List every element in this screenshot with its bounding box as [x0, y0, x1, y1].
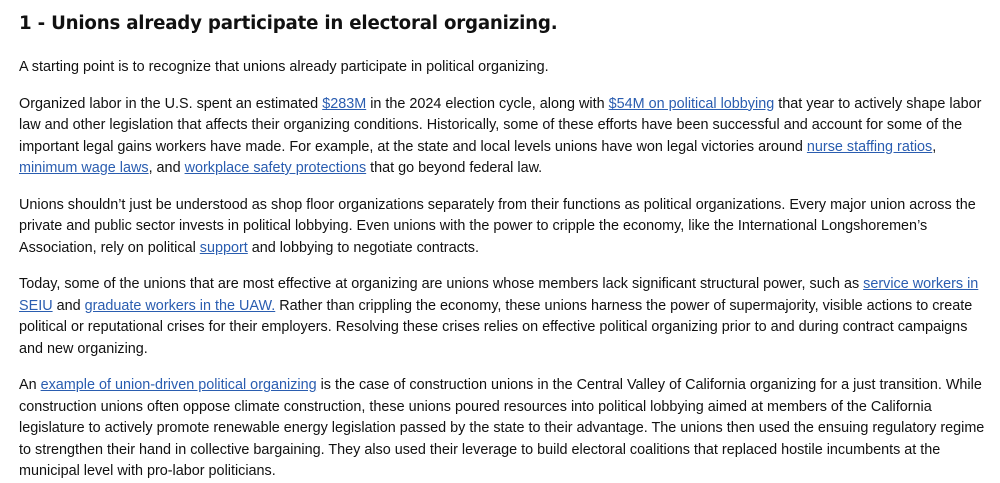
- text: that year to actively shape labor law and other legislation that affects their organizing conditions. Historically, some of these efforts have been successful and account for some of the important legal gains workers have made. For example, at the state and local levels unions have won legal victories around: [19, 95, 982, 155]
- text: and: [52, 297, 85, 314]
- paragraph-political-organizations: [19, 195, 994, 260]
- link-workplace-safety-protections[interactable]: workplace safety protections: [184, 160, 367, 176]
- link-minimum-wage-laws[interactable]: minimum wage laws: [19, 160, 149, 176]
- link-graduate-workers-uaw[interactable]: graduate workers in the UAW.: [84, 297, 276, 314]
- text: Rather than crippling the economy, these unions harness the power of supermajority, visible actions to create political or reputational crises for their employers. Resolving these crises relies on effective political organizing prior to and during contract campaigns and new organizing.: [19, 297, 973, 357]
- text: ,: [932, 138, 937, 155]
- link-union-political-organizing[interactable]: example of union-driven political organizing: [40, 377, 317, 393]
- section-heading: 1 - Unions already participate in electoral organizing.: [19, 13, 558, 34]
- text: Unions shouldn’t just be understood as shop floor organizations separately from their functions as political organizations. Every major union across the private and public sector invests in political lobbying. Even unions with the power to cripple the economy, like the International Longshoremen’s Association, rely on political: [19, 196, 976, 256]
- text: that go beyond federal law.: [366, 160, 543, 176]
- text: in the 2024 election cycle, along with: [366, 95, 609, 112]
- paragraph-effective-unions: [19, 274, 994, 360]
- text: A starting point is to recognize that unions already participate in political organizing.: [19, 59, 549, 75]
- text: , and: [148, 160, 185, 176]
- article-body: [19, 0, 994, 483]
- link-283m[interactable]: $283M: [322, 95, 367, 112]
- text: Organized labor in the U.S. spent an estimated: [19, 95, 323, 112]
- link-nurse-staffing-ratios[interactable]: nurse staffing ratios: [806, 138, 933, 155]
- text: An: [19, 377, 41, 393]
- paragraph-intro: [19, 57, 994, 79]
- paragraph-spending: [19, 94, 994, 180]
- text: is the case of construction unions in the Central Valley of California organizing for a just transition. While construction unions often oppose climate construction, these unions poured resources into political lobbying aimed at members of the California legislature to actively promote renewable energy legislation passed by the state to their advantage. The unions then used the ensuing regulatory regime to strengthen their hand in collective bargaining. They also used their leverage to build electoral coalitions that replaced hostile incumbents at the municipal level with pro-labor politicians.: [19, 377, 985, 479]
- link-support[interactable]: support: [199, 239, 248, 256]
- link-service-workers-seiu[interactable]: service workers in SEIU: [19, 276, 979, 314]
- text: Today, some of the unions that are most effective at organizing are unions whose members lack significant structural power, such as: [19, 276, 864, 292]
- paragraph-construction-unions: [19, 375, 994, 483]
- link-political-lobbying[interactable]: $54M on political lobbying: [608, 95, 775, 112]
- text: and lobbying to negotiate contracts.: [247, 239, 479, 256]
